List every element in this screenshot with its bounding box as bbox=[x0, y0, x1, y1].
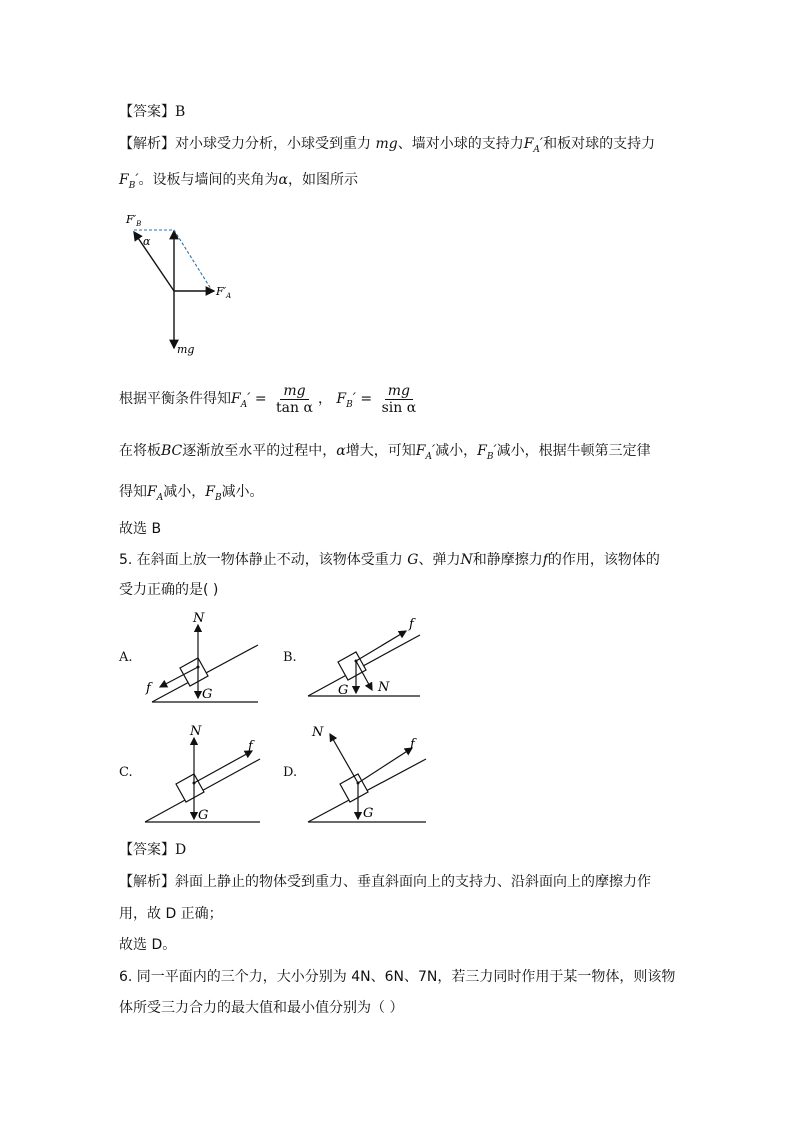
analysis-text: 、墙对小球的支持力 bbox=[397, 136, 524, 152]
conclusion-text: 在将板 bbox=[119, 443, 161, 459]
symbol-alpha: α bbox=[278, 172, 288, 188]
label-f: f bbox=[146, 681, 151, 696]
q5-stem-line-1 bbox=[119, 550, 660, 570]
analysis-tag: 【解析】 bbox=[119, 874, 175, 890]
analysis-text: 对小球受力分析，小球受到重力 bbox=[175, 136, 371, 152]
conclusion-text: 增大，可知 bbox=[345, 443, 416, 459]
q4-force-diagram bbox=[118, 205, 248, 360]
option-b-diagram bbox=[300, 610, 425, 710]
label-mg: mg bbox=[177, 343, 195, 356]
conclusion-text: 减小， bbox=[435, 443, 478, 459]
q5-analysis-line-1 bbox=[119, 872, 651, 892]
stem-text: 5. 在斜面上放一物体静止不动，该物体受重力 bbox=[119, 552, 403, 568]
conclusion-text: 减小， bbox=[163, 484, 206, 500]
q4-choice: 故选 B bbox=[119, 521, 162, 537]
q6-stem-line-1: 6. 同一平面内的三个力，大小分别为 4N、6N、7N，若三力同时作用于某一物体，则该物 bbox=[119, 969, 676, 985]
symbol-fb-prime: $F_B'$ bbox=[119, 172, 139, 191]
eq-fb: $F_B'$ bbox=[336, 391, 356, 410]
option-d-diagram bbox=[300, 722, 430, 827]
q5-choice: 故选 D。 bbox=[119, 937, 177, 953]
analysis-text: 和板对球的支持力 bbox=[543, 136, 656, 152]
label-f: f bbox=[409, 617, 414, 632]
analysis-text: ，如图所示 bbox=[288, 172, 358, 188]
conclusion-text: 得知 bbox=[119, 484, 147, 500]
eq-fa: $F_A'$ bbox=[231, 391, 251, 410]
label-fb: $F'_B$ bbox=[126, 213, 142, 228]
eq-separator: ， bbox=[317, 391, 332, 407]
analysis-text: 。设板与墙间的夹角为 bbox=[138, 172, 279, 188]
q5-stem-line-2: 受力正确的是( ) bbox=[119, 582, 219, 598]
q5-answer-line bbox=[119, 840, 186, 860]
symbol-mg: mg bbox=[375, 136, 398, 152]
stem-text: 的作用，该物体的 bbox=[547, 552, 660, 568]
q4-answer-line bbox=[119, 102, 185, 122]
answer-tag: 【答案】 bbox=[119, 842, 175, 858]
label-g: G bbox=[363, 806, 374, 821]
fraction-1 bbox=[273, 383, 316, 416]
label-g: G bbox=[198, 808, 209, 823]
q6-stem-line-2: 体所受三力合力的最大值和最小值分别为（ ） bbox=[119, 1000, 404, 1016]
symbol-n: N bbox=[460, 552, 473, 568]
fraction-2-num: mg bbox=[385, 383, 413, 400]
conclusion-text: 减小，根据牛顿第三定律 bbox=[496, 443, 651, 459]
fraction-1-den: tan α bbox=[276, 399, 313, 416]
symbol-fa: $F_A$ bbox=[147, 484, 164, 503]
fb-arrow bbox=[134, 232, 174, 291]
analysis-tag: 【解析】 bbox=[119, 136, 175, 152]
label-n: N bbox=[378, 680, 390, 695]
q4-analysis-line-2 bbox=[119, 170, 358, 196]
option-c-label: C. bbox=[119, 765, 133, 780]
option-b-label: B. bbox=[283, 650, 297, 665]
option-a-diagram bbox=[140, 610, 265, 710]
equation-intro: 根据平衡条件得知 bbox=[119, 391, 231, 407]
symbol-f: f bbox=[542, 552, 548, 568]
dashed-line-diag bbox=[174, 230, 211, 289]
answer-value: B bbox=[175, 104, 186, 120]
conclusion-text: 逐渐放至水平的过程中， bbox=[182, 443, 337, 459]
symbol-alpha: α bbox=[336, 443, 346, 459]
q4-analysis-line-1 bbox=[119, 134, 655, 160]
symbol-fa-prime: $F_A'$ bbox=[415, 443, 436, 462]
symbol-fa-prime: $F_A'$ bbox=[523, 136, 544, 155]
label-fa: $F'_A$ bbox=[216, 285, 232, 300]
answer-value: D bbox=[175, 842, 187, 858]
label-g: G bbox=[338, 683, 349, 698]
label-f: f bbox=[248, 739, 253, 754]
stem-text: 和静摩擦力 bbox=[472, 552, 543, 568]
label-f: f bbox=[410, 737, 415, 752]
stem-text: 、弹力 bbox=[418, 552, 461, 568]
label-alpha: α bbox=[143, 235, 151, 248]
fraction-2-den: sin α bbox=[381, 399, 417, 416]
label-n: N bbox=[193, 611, 205, 626]
q5-analysis-line-2: 用，故 D 正确； bbox=[119, 906, 223, 922]
label-g: G bbox=[202, 687, 213, 702]
symbol-fb-prime: $F_B'$ bbox=[477, 443, 497, 462]
option-c-diagram bbox=[140, 722, 265, 827]
option-d-label: D. bbox=[283, 765, 298, 780]
symbol-bc: BC bbox=[161, 443, 183, 459]
conclusion-text: 减小。 bbox=[221, 484, 264, 500]
analysis-text: 斜面上静止的物体受到重力、垂直斜面向上的支持力、沿斜面向上的摩擦力作 bbox=[175, 874, 651, 890]
symbol-fb: $F_B$ bbox=[205, 484, 222, 503]
fraction-2 bbox=[379, 383, 420, 416]
q4-conclusion-line-2 bbox=[119, 482, 264, 508]
q4-equation-line: 根据平衡条件得知$F_A'$ = $\frac{mg}{\text{tan α}}$ ， $F_B'$ = $\frac{mg}{\text{sin α}}$ bbox=[119, 380, 421, 424]
label-n: N bbox=[312, 725, 324, 740]
answer-tag: 【答案】 bbox=[119, 104, 175, 120]
option-a-label: A. bbox=[119, 650, 133, 665]
q4-conclusion-line-1 bbox=[119, 441, 651, 467]
fraction-1-num: mg bbox=[280, 383, 308, 400]
symbol-g: G bbox=[407, 552, 419, 568]
label-n: N bbox=[190, 724, 202, 739]
